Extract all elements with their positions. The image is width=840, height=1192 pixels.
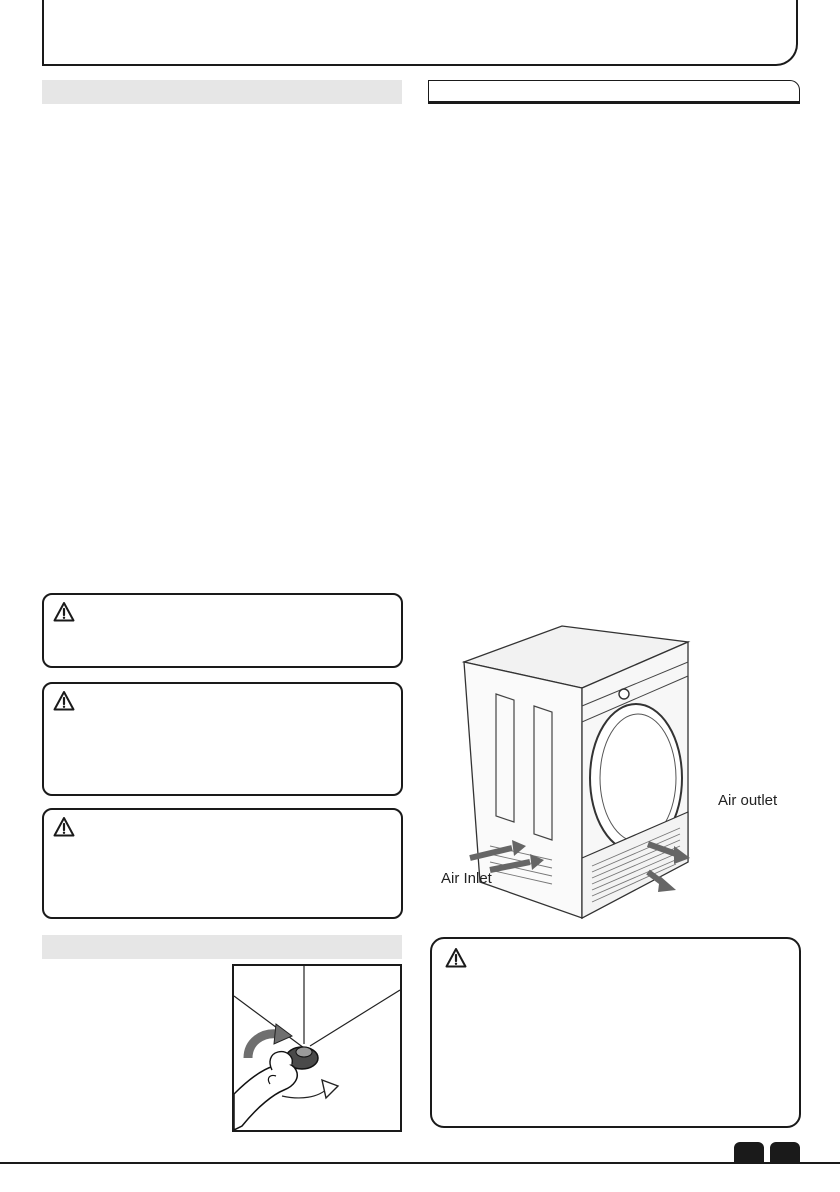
page-number-tab	[734, 1142, 764, 1162]
air-outlet-label: Air outlet	[718, 792, 778, 809]
warning-triangle-icon	[445, 947, 467, 969]
warning-box-1	[42, 593, 403, 668]
right-section-header	[428, 80, 800, 104]
warning-triangle-icon	[53, 816, 75, 838]
warning-triangle-icon	[53, 601, 75, 623]
warning-triangle-icon	[53, 690, 75, 712]
foot-adjustment-drawing	[234, 966, 400, 1130]
page-title-frame	[42, 0, 798, 66]
warning-box-3	[42, 808, 403, 919]
footer-rule	[0, 1162, 840, 1164]
dryer-airflow-figure	[430, 612, 820, 927]
air-inlet-label: Air Inlet	[441, 870, 492, 887]
left-section-header-2	[42, 935, 402, 959]
left-section-header	[42, 80, 402, 104]
warning-box-2	[42, 682, 403, 796]
language-tab	[770, 1142, 800, 1162]
foot-adjustment-illustration	[232, 964, 402, 1132]
warning-box-right	[430, 937, 801, 1128]
